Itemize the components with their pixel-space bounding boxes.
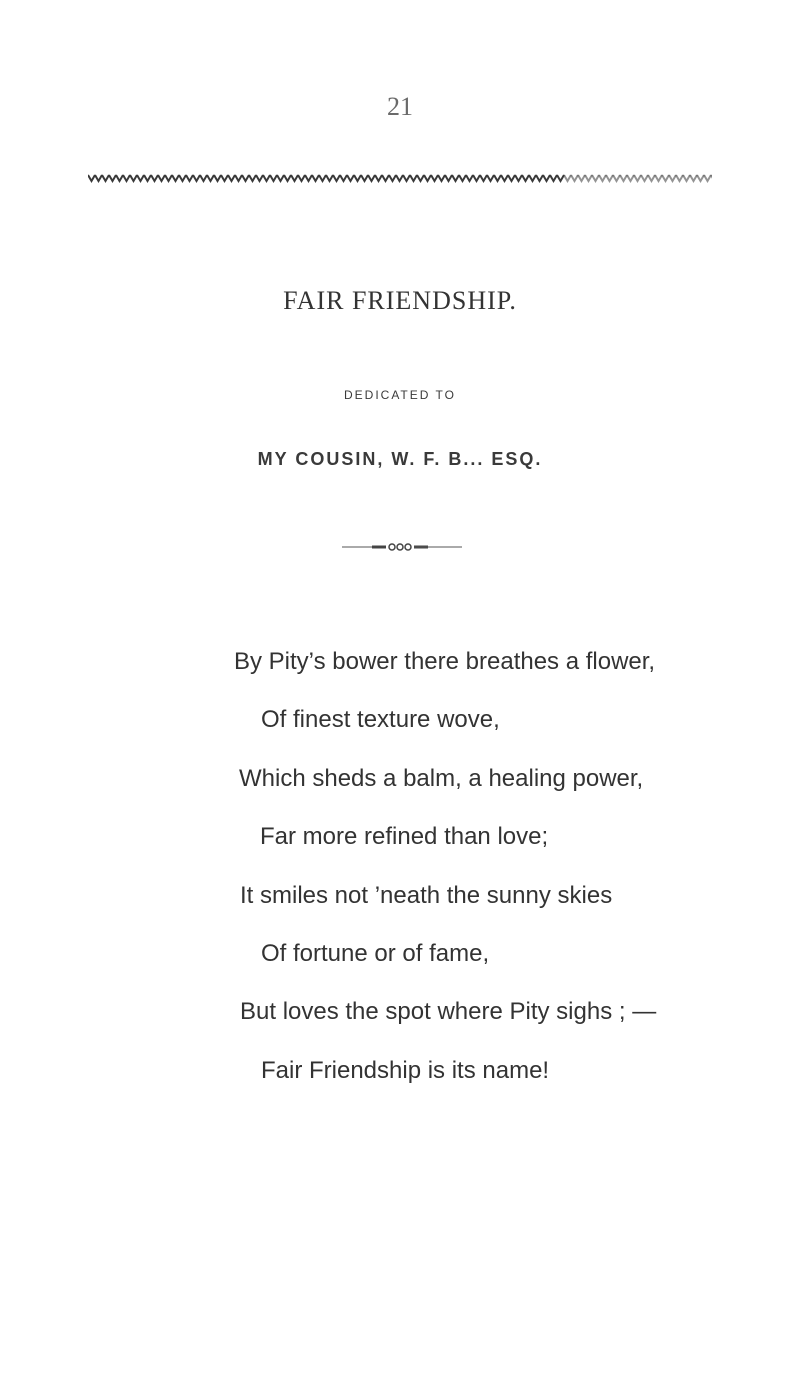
dedication-label: DEDICATED TO <box>343 388 456 402</box>
ornamental-rule-icon <box>88 172 712 186</box>
poem-line: It smiles not ’neath the sunny skies <box>240 882 613 909</box>
poem-line: Far more refined than love; <box>260 823 549 850</box>
dedication-name: MY COUSIN, W. F. B... ESQ. <box>257 449 543 469</box>
decorative-divider-icon <box>342 543 462 551</box>
poem-line: Fair Friendship is its name! <box>261 1057 550 1084</box>
poem-line: Of finest texture wove, <box>261 706 500 733</box>
poem-line: But loves the spot where Pity sighs ; — <box>240 998 657 1025</box>
poem-title: FAIR FRIENDSHIP. <box>283 286 517 315</box>
poem-line: By Pity’s bower there breathes a flower, <box>234 648 656 675</box>
poem-line: Which sheds a balm, a healing power, <box>239 765 644 792</box>
poem-line: Of fortune or of fame, <box>261 940 490 967</box>
page-number: 21 <box>387 92 413 121</box>
